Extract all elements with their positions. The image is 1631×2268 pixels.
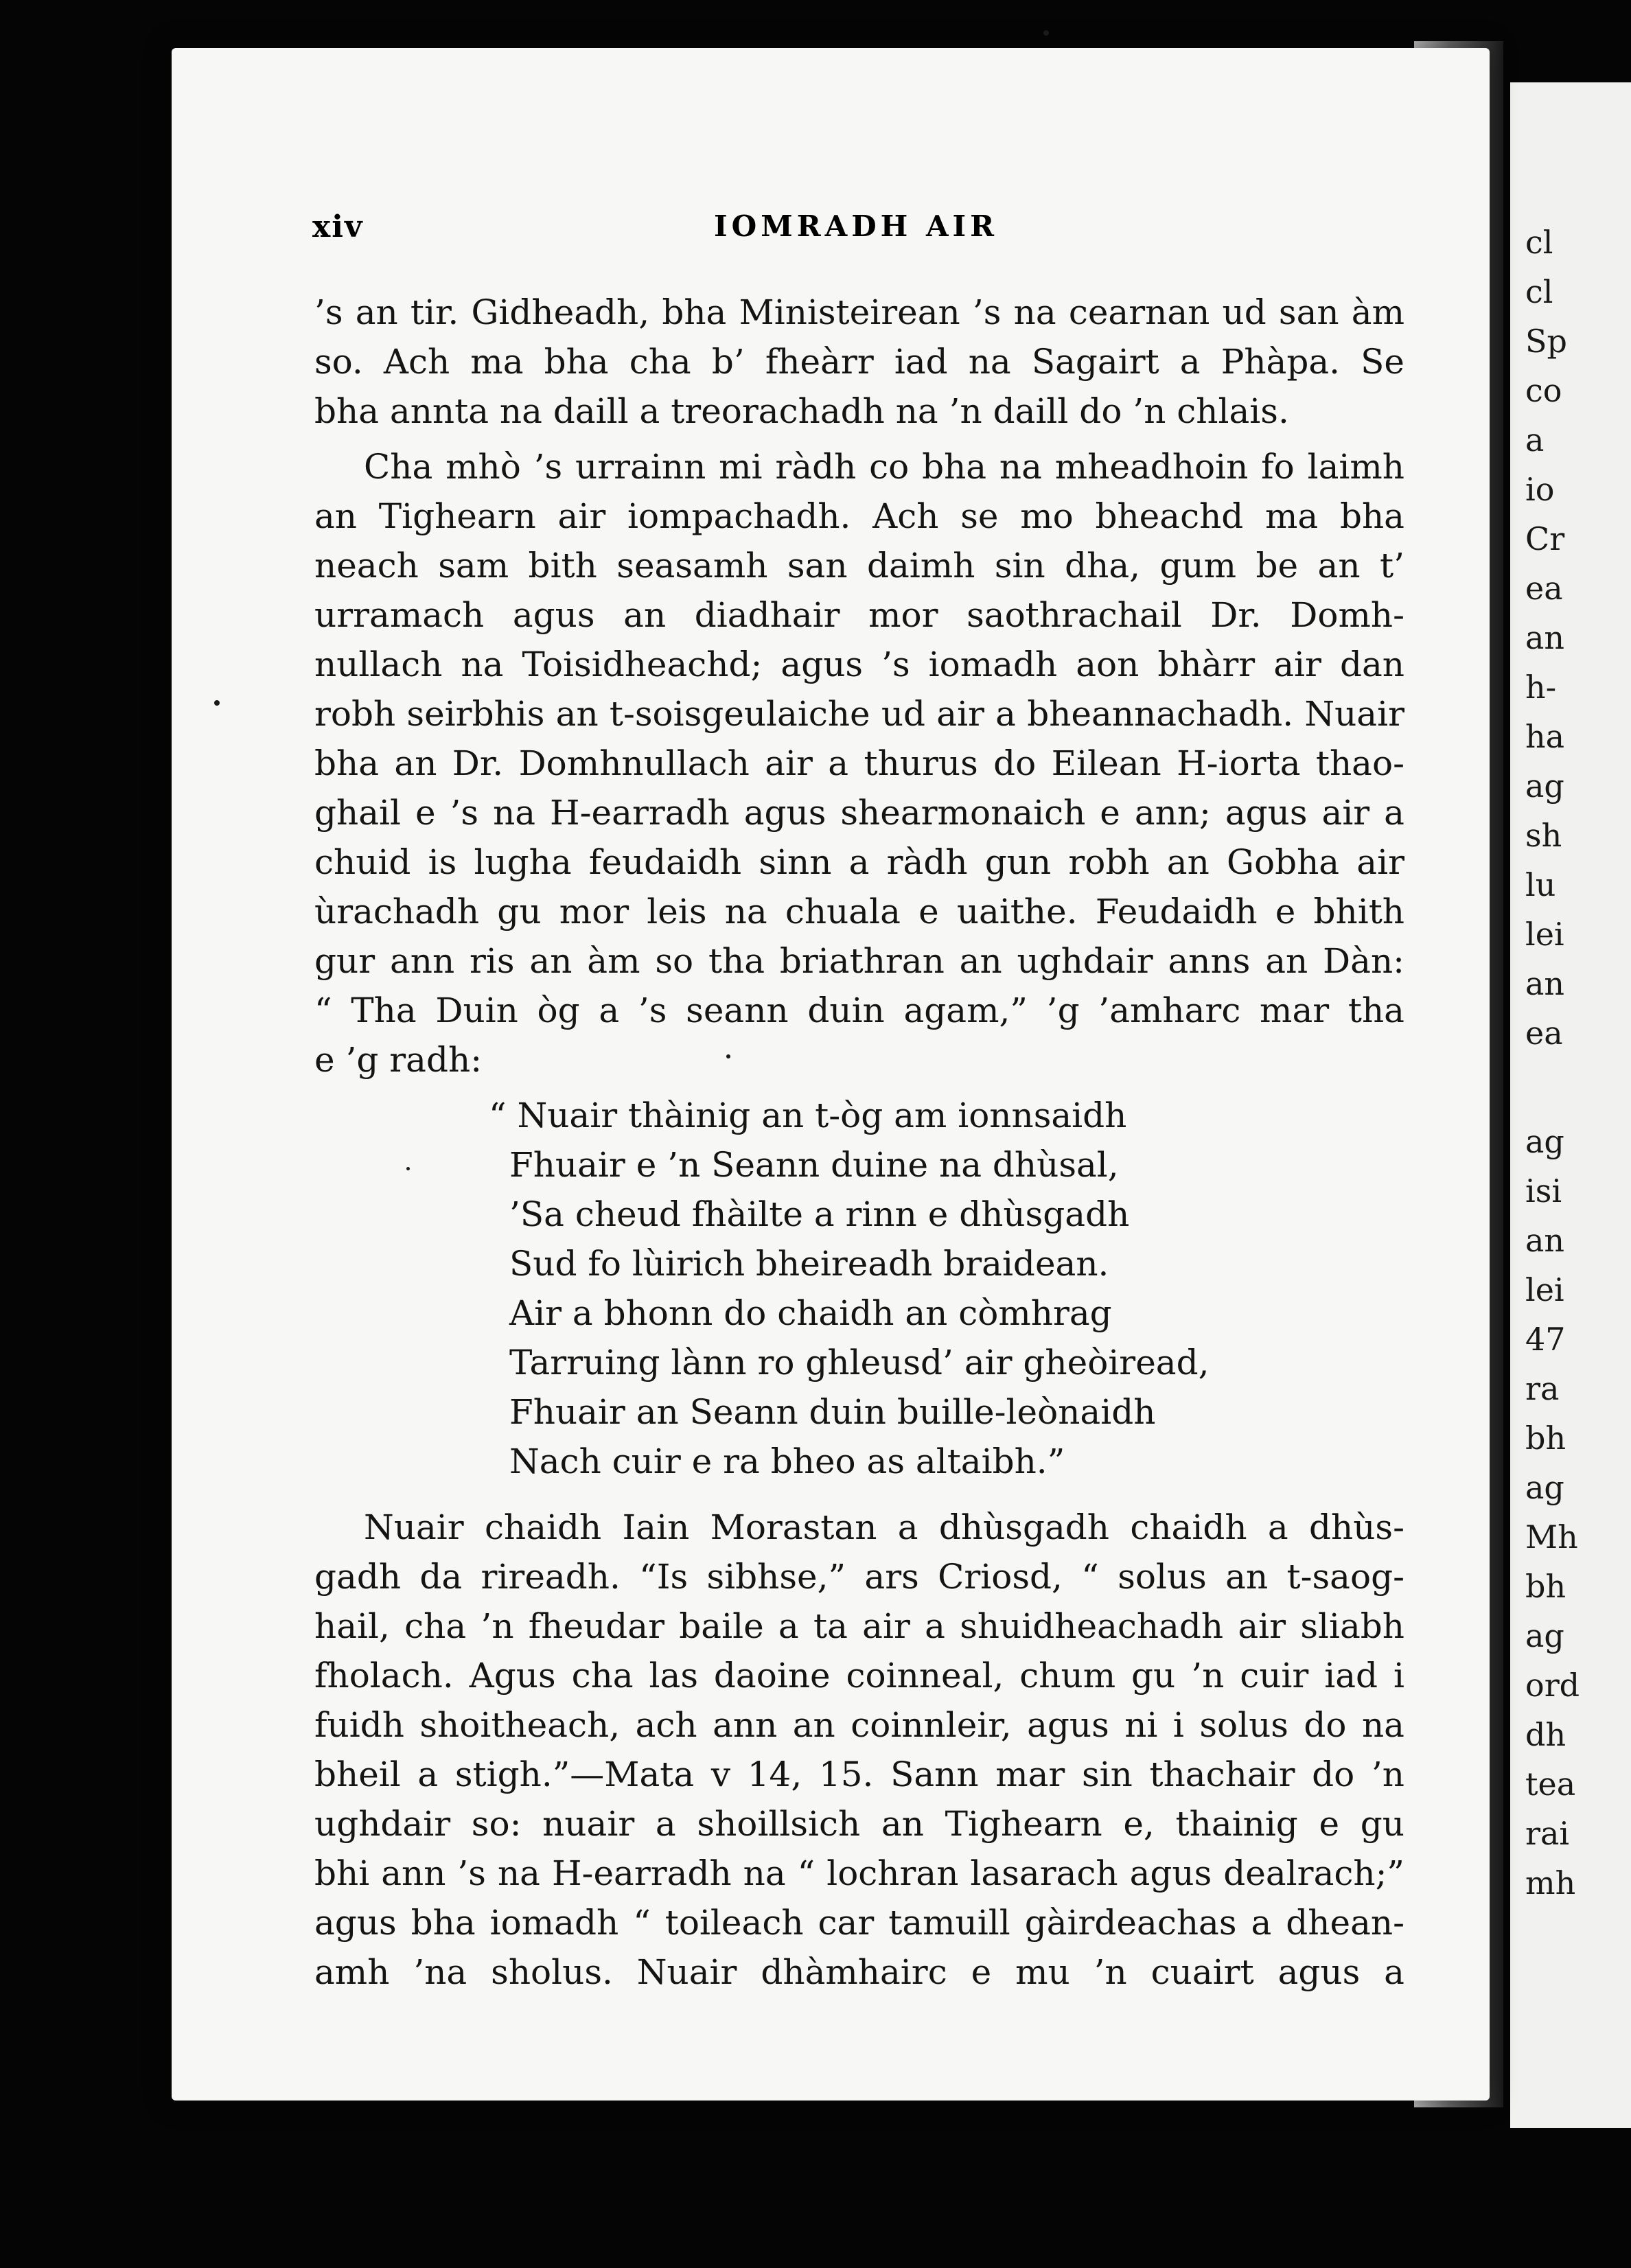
facing-page-fragment: Cr	[1525, 520, 1565, 557]
facing-page-fragment: co	[1525, 372, 1562, 409]
facing-page-fragment: ord	[1525, 1667, 1580, 1704]
facing-page-fragment: bh	[1525, 1568, 1566, 1605]
facing-page-fragment: an	[1525, 965, 1565, 1002]
facing-page-fragment: an	[1525, 1222, 1565, 1259]
paragraph-line: Cha mhò ’s urrainn mi ràdh co bha na mheadhoin fo laimh	[364, 447, 1404, 487]
verse-line: “ Nuair thàinig an t-òg am ionnsaidh	[489, 1096, 1127, 1135]
paragraph-line: bheil a stigh.”—Mata v 14, 15. Sann mar sin thachair do ’n	[314, 1755, 1404, 1794]
facing-page-fragment: ea	[1525, 1015, 1563, 1052]
paragraph-line: neach sam bith seasamh san daimh sin dha, gum be an t’	[314, 546, 1404, 586]
verse-line: Sud fo lùirich bheireadh braidean.	[509, 1244, 1109, 1284]
scan-speck	[1043, 30, 1049, 36]
paragraph-line: agus bha iomadh “ toileach car tamuill gàirdeachas a dhean-	[314, 1903, 1404, 1943]
scan-speck	[726, 1054, 730, 1058]
facing-page-fragment: cl	[1525, 224, 1553, 261]
verse-line: ’Sa cheud fhàilte a rinn e dhùsgadh	[509, 1194, 1130, 1234]
facing-page-fragment: lu	[1525, 866, 1556, 903]
facing-page-fragment: lei	[1525, 1271, 1564, 1308]
facing-page-fragment: dh	[1525, 1716, 1566, 1753]
facing-page-fragment: cl	[1525, 273, 1553, 310]
paragraph-line: urramach agus an diadhair mor saothrachail Dr. Domh-	[314, 595, 1404, 635]
paragraph-line: Nuair chaidh Iain Morastan a dhùsgadh chaidh a dhùs-	[364, 1507, 1404, 1547]
facing-page-strip	[1510, 82, 1631, 2128]
paragraph-line: robh seirbhis an t-soisgeulaiche ud air a bheannachadh. Nuair	[314, 694, 1404, 734]
facing-page-fragment: io	[1525, 471, 1555, 508]
facing-page-fragment: rai	[1525, 1815, 1570, 1852]
facing-page-fragment: ha	[1525, 718, 1565, 755]
verse-line: Fhuair e ’n Seann duine na dhùsal,	[509, 1145, 1119, 1185]
paragraph-line: gadh da rireadh. “Is sibhse,” ars Criosd, “ solus an t-saog-	[314, 1557, 1404, 1597]
paragraph-line: nullach na Toisidheachd; agus ’s iomadh aon bhàrr air dan	[314, 645, 1404, 684]
facing-page-fragment: 47	[1525, 1321, 1566, 1358]
page-number: xiv	[312, 209, 364, 244]
facing-page-fragment: tea	[1525, 1766, 1576, 1803]
paragraph-line: “ Tha Duin òg a ’s seann duin agam,” ’g ’amharc mar tha	[314, 991, 1404, 1030]
paragraph-line: ’s an tir. Gidheadh, bha Ministeirean ’s na cearnan ud san àm	[314, 292, 1404, 332]
paragraph-line: ùrachadh gu mor leis na chuala e uaithe. Feudaidh e bhith	[314, 892, 1404, 931]
paragraph-line: bha an Dr. Domhnullach air a thurus do Eilean H-iorta thao-	[314, 743, 1404, 783]
paragraph-line: chuid is lugha feudaidh sinn a ràdh gun robh an Gobha air	[314, 842, 1404, 882]
scan-speck	[406, 1167, 410, 1170]
verse-line: Fhuair an Seann duin buille-leònaidh	[509, 1392, 1156, 1432]
verse-line: Tarruing lànn ro ghleusd’ air gheòiread,	[509, 1343, 1210, 1382]
facing-page-fragment: h-	[1525, 669, 1557, 706]
verse-line: Nach cuir e ra bheo as altaibh.”	[509, 1442, 1065, 1481]
paragraph-line: e ’g radh:	[314, 1040, 483, 1080]
facing-page-fragment: ag	[1525, 1469, 1564, 1506]
scan-speck	[214, 700, 220, 706]
facing-page-fragment: an	[1525, 619, 1565, 656]
facing-page-fragment: ra	[1525, 1370, 1560, 1407]
facing-page-fragment: a	[1525, 421, 1545, 459]
paragraph-line: ughdair so: nuair a shoillsich an Tighearn e, thainig e gu	[314, 1804, 1404, 1844]
paragraph-line: bhi ann ’s na H-earradh na “ lochran lasarach agus dealrach;”	[314, 1853, 1404, 1893]
facing-page-fragment: lei	[1525, 916, 1564, 953]
facing-page-fragment: ea	[1525, 570, 1563, 607]
verse-line: Air a bhonn do chaidh an còmhrag	[509, 1293, 1112, 1333]
running-title: IOMRADH AIR	[714, 209, 999, 243]
paragraph-line: gur ann ris an àm so tha briathran an ughdair anns an Dàn:	[314, 941, 1404, 981]
facing-page-fragment: sh	[1525, 817, 1562, 854]
facing-page-fragment: isi	[1525, 1172, 1562, 1210]
facing-page-fragment: bh	[1525, 1420, 1566, 1457]
paragraph-line: so. Ach ma bha cha b’ fheàrr iad na Sagairt a Phàpa. Se	[314, 342, 1404, 382]
facing-page-fragment: ag	[1525, 1617, 1564, 1654]
facing-page-fragment: ag	[1525, 767, 1564, 805]
paragraph-line: fholach. Agus cha las daoine coinneal, chum gu ’n cuir iad i	[314, 1656, 1404, 1696]
paragraph-line: ghail e ’s na H-earradh agus shearmonaich e ann; agus air a	[314, 793, 1404, 833]
paragraph-line: fuidh shoitheach, ach ann an coinnleir, agus ni i solus do na	[314, 1705, 1404, 1745]
paragraph-line: an Tighearn air iompachadh. Ach se mo bheachd ma bha	[314, 496, 1404, 536]
facing-page-fragment: Mh	[1525, 1518, 1578, 1555]
paragraph-line: bha annta na daill a treorachadh na ’n daill do ’n chlais.	[314, 391, 1289, 431]
facing-page-fragment: ag	[1525, 1123, 1564, 1160]
paragraph-line: amh ’na sholus. Nuair dhàmhairc e mu ’n cuairt agus a	[314, 1952, 1404, 1992]
paragraph-line: hail, cha ’n fheudar baile a ta air a shuidheachadh air sliabh	[314, 1606, 1404, 1646]
facing-page-fragment: mh	[1525, 1864, 1576, 1901]
facing-page-fragment: Sp	[1525, 323, 1567, 360]
